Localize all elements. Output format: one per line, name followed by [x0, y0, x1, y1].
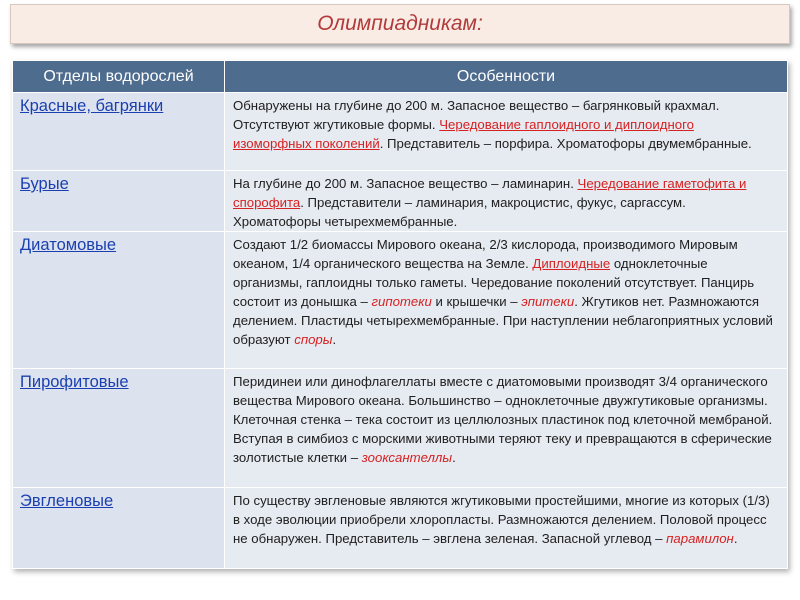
highlighted-term: Чередование гаметофита и спорофита — [233, 176, 747, 210]
text-segment: . — [733, 531, 738, 546]
italic-term: зооксантеллы — [361, 450, 453, 465]
banner-title: Олимпиадникам: — [317, 12, 483, 35]
table-row — [13, 369, 788, 488]
text-segment: . — [452, 450, 456, 465]
text-segment: . — [332, 332, 337, 347]
italic-term: гипотеки — [371, 294, 432, 309]
features-cell — [225, 93, 788, 171]
features-cell — [225, 171, 788, 232]
olympiad-banner — [10, 4, 790, 44]
table-row — [13, 488, 788, 569]
features-text — [225, 369, 787, 467]
text-segment: По существу эвгленовые являются жгутиковыми простейшими, многие из которых (1/3) в ходе эволюции приобрели хлоропласты. Размножаются делением. Половой процесс не обнаружен. Представитель – эвглена зеленая. Запасной углевод – — [233, 493, 770, 546]
text-segment: Создают 1/2 биомассы Мирового океана, 2/3 кислорода, производимого Мировым океаном, 1/4 органического вещества на Земле. — [233, 237, 738, 271]
division-cell — [13, 369, 225, 488]
highlighted-term: Диплоидные — [532, 256, 611, 271]
division-link-red[interactable]: Красные, багрянки — [20, 97, 164, 115]
division-cell — [13, 171, 225, 232]
italic-term: парамилон — [666, 531, 734, 546]
features-cell — [225, 369, 788, 488]
text-segment: Обнаружены на глубине до 200 м. Запасное вещество – багрянковый крахмал. Отсутствуют жгутиковые формы. — [233, 98, 720, 132]
division-link-euglena[interactable]: Эвгленовые — [20, 492, 114, 510]
algae-divisions-table — [12, 60, 788, 569]
text-segment: . Жгутиков нет. Размножаются делением. Пластиды четырехмембранные. При наступлении неблагоприятных условий образуют — [233, 294, 773, 347]
header-features: Особенности — [225, 61, 788, 93]
features-text — [225, 232, 787, 349]
table-row — [13, 93, 788, 171]
division-cell — [13, 488, 225, 569]
text-segment: Перидинеи или динофлагеллаты вместе с диатомовыми производят 3/4 органического вещества Мирового океана. Большинство – одноклеточные двужгутиковые организмы. Клеточная стенка – тека состоит из целлюлозных пластинок под клеточной мембраной. Вступая в симбиоз с морскими животными теряют теку и превращаются в сферические золотистые клетки – — [233, 374, 773, 465]
features-cell — [225, 232, 788, 369]
features-text — [225, 171, 787, 231]
features-text — [225, 488, 787, 548]
division-cell — [13, 232, 225, 369]
features-cell — [225, 488, 788, 569]
division-link-brown[interactable]: Бурые — [20, 175, 69, 193]
text-segment: . Представитель – порфира. Хроматофоры двумембранные. — [379, 136, 752, 151]
italic-term: эпитеки — [521, 294, 575, 309]
text-segment: и крышечки – — [431, 294, 522, 309]
text-segment: . Представители – ламинария, макроцистис, фукус, саргассум. Хроматофоры четырехмембранные. — [233, 195, 686, 229]
division-link-diatoms[interactable]: Диатомовые — [20, 236, 117, 254]
division-cell — [13, 93, 225, 171]
table-row — [13, 232, 788, 369]
table-row — [13, 171, 788, 232]
text-segment: На глубине до 200 м. Запасное вещество – ламинарин. — [233, 176, 578, 191]
header-division: Отделы водорослей — [13, 61, 225, 93]
division-link-pyrrophyta[interactable]: Пирофитовые — [20, 373, 129, 391]
highlighted-term: Чередование гаплоидного и диплоидного изоморфных поколений — [233, 117, 694, 151]
text-segment: одноклеточные организмы, гаплоидны только гаметы. Чередование поколений отсутствует. Панцирь состоит из донышка – — [233, 256, 755, 309]
italic-term: споры — [294, 332, 333, 347]
table-header-row — [13, 61, 788, 93]
features-text — [225, 93, 787, 153]
